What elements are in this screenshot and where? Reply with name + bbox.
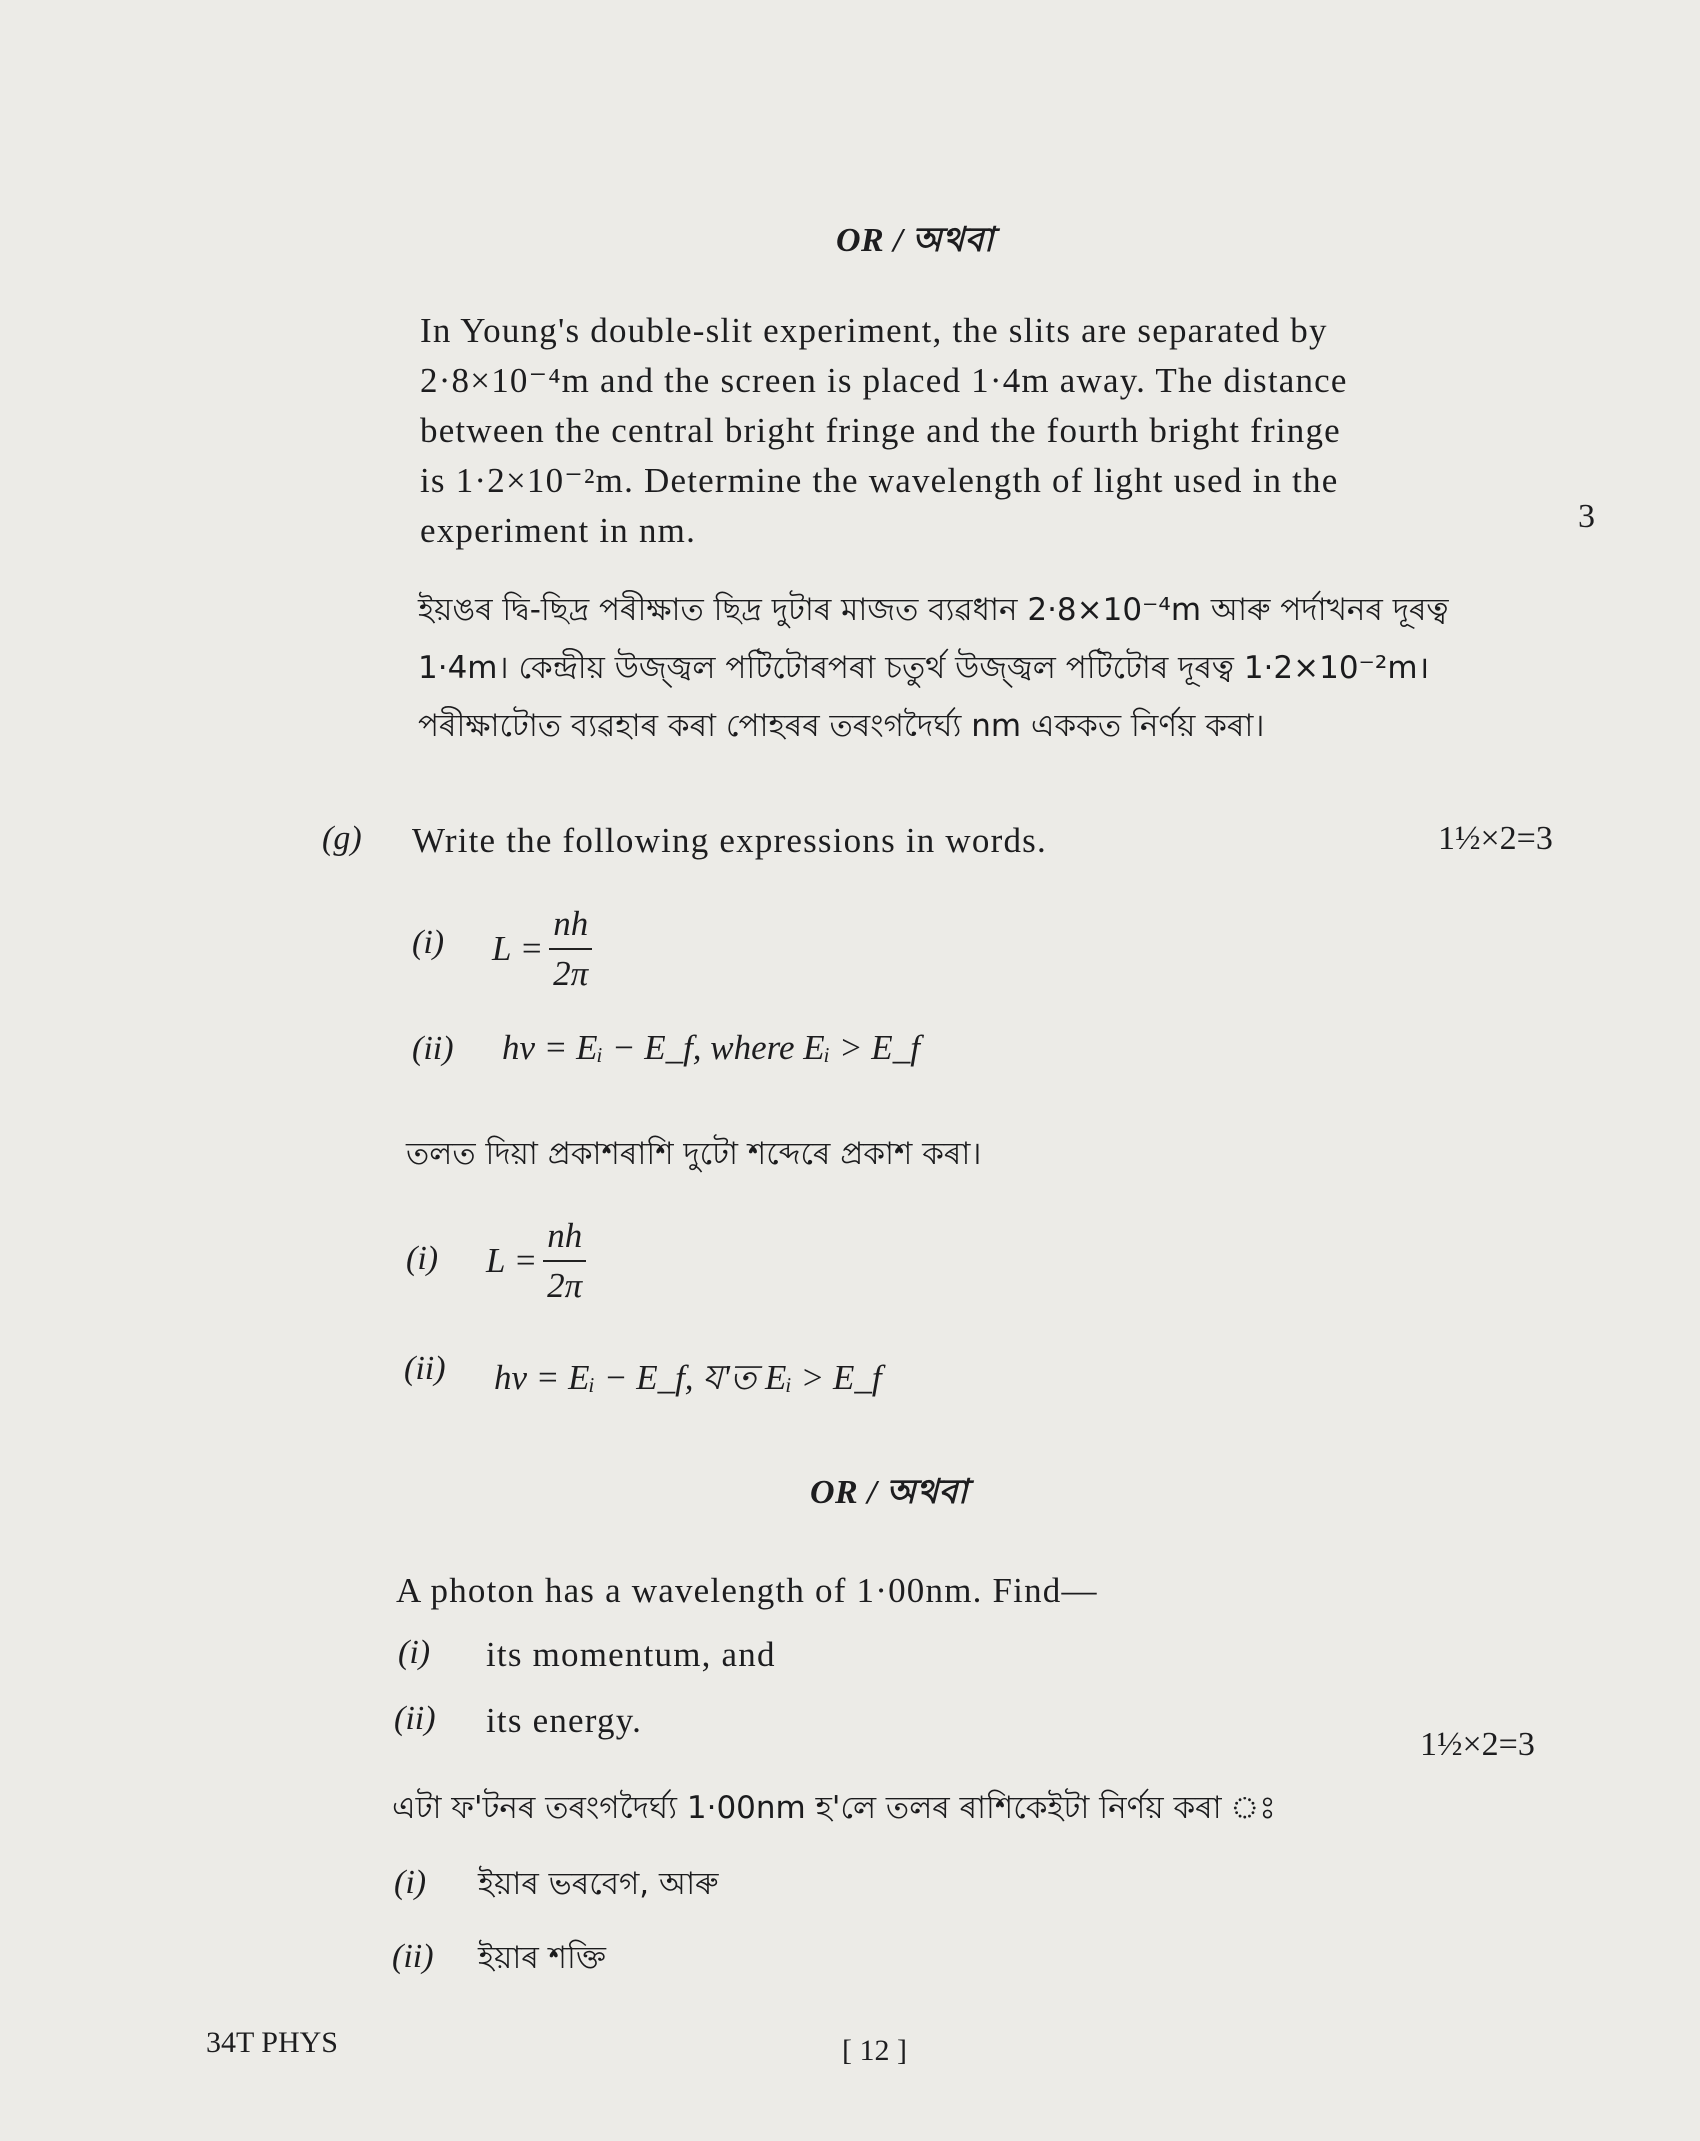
footer-paper-code: 34T PHYS [206,2026,338,2059]
young-as-line-2: 1·4m। কেন্দ্ৰীয় উজ্জ্বল পটিটোৰপৰা চতুৰ্থ উজ্জ্বল পটিটোৰ দূৰত্ব 1·2×10⁻²m। [418,650,1430,686]
g-item-i-denominator: 2π [553,954,589,993]
young-line-2: 2·8×10⁻⁴m and the screen is placed 1·4m away. The distance [420,361,1348,400]
g-as-item-i-denominator: 2π [547,1266,583,1305]
photon-item-i-label: (i) [398,1634,431,1671]
g-as-item-i-fraction [543,1214,586,1308]
question-g-text: Write the following expressions in words. [412,821,1047,860]
photon-as-item-i-text: ইয়াৰ ভৰবেগ, আৰু [478,1866,719,1902]
question-g-marks: 1½×2=3 [1438,820,1553,857]
g-assamese-instruction: তলত দিয়া প্ৰকাশৰাশি দুটো শব্দেৰে প্ৰকাশ কৰা। [406,1136,982,1172]
g-item-i-label: (i) [412,924,445,961]
young-as-line-1: ইয়ঙৰ দ্বি-ছিদ্র পৰীক্ষাত ছিদ্র দুটাৰ মাজত ব্যৱধান 2·8×10⁻⁴m আৰু পৰ্দাখনৰ দূৰত্ব [418,592,1449,628]
g-item-i-equation [492,902,592,996]
or-heading: OR / অথবা [836,222,994,259]
g-as-item-i-equation [486,1214,586,1308]
photon-item-ii-label: (ii) [394,1700,436,1737]
g-as-item-i-numerator: nh [543,1214,586,1262]
photon-as-item-ii-text: ইয়াৰ শক্তি [478,1940,607,1976]
g-as-item-ii-equation: hν = Eᵢ − E_f, য'ত Eᵢ > E_f [494,1358,882,1397]
young-question-english [420,306,1615,556]
g-item-ii-equation: hν = Eᵢ − E_f, where Eᵢ > E_f [502,1028,920,1067]
photon-as-item-ii-label: (ii) [392,1938,434,1975]
young-line-1: In Young's double-slit experiment, the slits are separated by [420,311,1328,350]
g-item-i-lhs: L = [492,929,544,968]
young-as-line-3: পৰীক্ষাটোত ব্যৱহাৰ কৰা পোহৰৰ তৰংগদৈৰ্ঘ্য nm এককত নিৰ্ণয় কৰা। [418,708,1265,744]
young-marks: 3 [1578,498,1595,535]
g-as-item-i-lhs: L = [486,1241,538,1280]
photon-item-i-text: its momentum, and [486,1635,776,1674]
g-item-i-fraction [549,902,592,996]
young-line-4: is 1·2×10⁻²m. Determine the wavelength of light used in the [420,461,1339,500]
photon-as-item-i-label: (i) [394,1864,427,1901]
young-question-assamese [418,584,1618,752]
g-as-item-i-label: (i) [406,1240,439,1277]
g-as-item-ii-label: (ii) [404,1350,446,1387]
or-heading-2: OR / অথবা [810,1474,968,1511]
footer-page-number: [ 12 ] [842,2034,907,2067]
photon-question-text: A photon has a wavelength of 1·00nm. Find— [396,1571,1098,1610]
young-line-5: experiment in nm. [420,511,697,550]
photon-marks: 1½×2=3 [1420,1726,1535,1763]
question-g-label: (g) [322,820,362,857]
young-line-3: between the central bright fringe and the fourth bright fringe [420,411,1341,450]
g-item-ii-label: (ii) [412,1030,454,1067]
g-item-i-numerator: nh [549,902,592,950]
photon-item-ii-text: its energy. [486,1701,643,1740]
photon-assamese-text: এটা ফ'টনৰ তৰংগদৈৰ্ঘ্য 1·00nm হ'লে তলৰ ৰাশিকেইটা নিৰ্ণয় কৰা ঃ [392,1790,1276,1826]
